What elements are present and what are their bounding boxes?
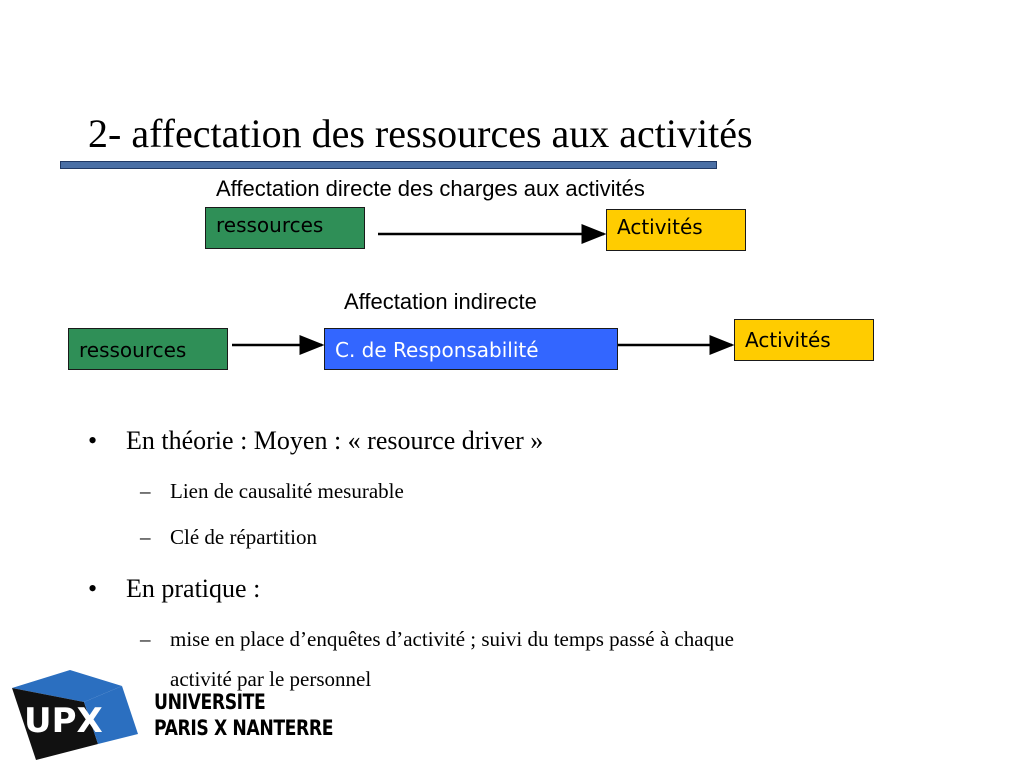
bullet-text: En pratique : [126, 574, 261, 603]
upx-mark-text: UPX [24, 701, 103, 741]
sub-bullet-item [140, 524, 317, 550]
sub-bullet-text: Lien de causalité mesurable [170, 479, 404, 503]
direct-caption: Affectation directe des charges aux activités [216, 176, 645, 201]
bullet-item [88, 426, 544, 456]
sub-bullet-marker: – [140, 479, 151, 503]
upx-logo-mark [10, 668, 140, 763]
sub-bullet-item [140, 626, 734, 652]
sub-bullet-marker: – [140, 627, 151, 651]
sub-bullet-text: mise en place d’enquêtes d’activité ; suivi du temps passé à chaque [170, 627, 734, 651]
logo-line-2: PARIS X NANTERRE [154, 716, 334, 740]
indirect-activites-box: Activités [734, 319, 874, 361]
bullet-text: En théorie : Moyen : « resource driver » [126, 426, 544, 455]
sub-bullet-continuation: activité par le personnel [170, 667, 372, 691]
bullet-marker: • [88, 426, 98, 455]
responsabilite-box: C. de Responsabilité [324, 328, 618, 370]
logo-line-1: UNIVERSITE [154, 690, 266, 714]
direct-ressources-box: ressources [205, 207, 365, 249]
indirect-ressources-box: ressources [68, 328, 228, 370]
bullet-marker: • [88, 574, 98, 603]
bullet-item [88, 574, 261, 604]
sub-bullet-marker: – [140, 525, 151, 549]
title-underline [60, 161, 717, 169]
sub-bullet-text: Clé de répartition [170, 525, 317, 549]
indirect-caption: Affectation indirecte [344, 289, 537, 314]
direct-activites-box: Activités [606, 209, 746, 251]
slide-title: 2- affectation des ressources aux activités [88, 111, 753, 156]
sub-bullet-item [140, 478, 404, 504]
